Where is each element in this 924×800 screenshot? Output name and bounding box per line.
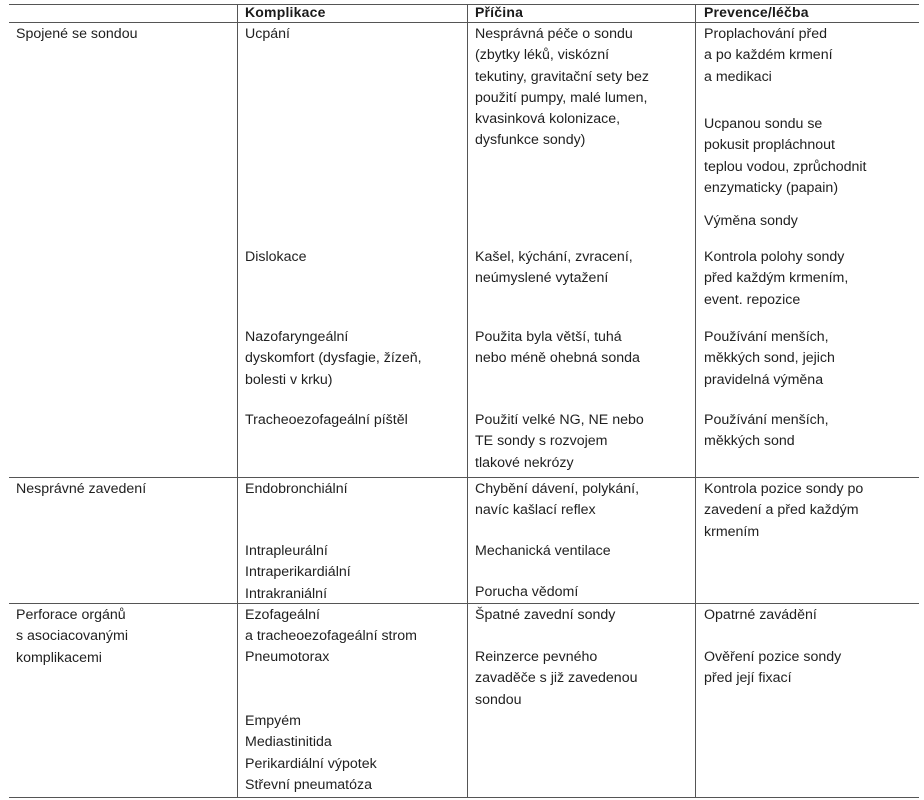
complication-cell: Tracheoezofageální píštěl: [245, 412, 408, 428]
category-cell: Perforace orgánů s asociacovanými komplikacemi: [16, 607, 128, 666]
cause-cell: Nesprávná péče o sondu (zbytky léků, viskózní tekutiny, gravitační sety bez použití pumpy, malé lumen, kvasinková kolonizace, dysfunkce sondy): [475, 26, 650, 149]
complications-table: [9, 4, 919, 798]
group-divider: [9, 477, 919, 478]
category-cell: Spojené se sondou: [16, 26, 138, 42]
prevention-cell: Kontrola polohy sondy před každým krmením, event. repozice: [704, 249, 849, 308]
cause-cell: Porucha vědomí: [475, 584, 579, 600]
complication-cell: Nazofaryngeální dyskomfort (dysfagie, žízeň, bolesti v krku): [245, 329, 422, 388]
complication-cell: Dislokace: [245, 249, 307, 265]
column-divider: [695, 5, 696, 797]
complication-cell: Intrapleurální Intraperikardiální Intrakraniální: [245, 543, 351, 602]
prevention-cell: Používání menších, měkkých sond: [704, 412, 829, 450]
category-cell: Nesprávné zavedení: [16, 481, 147, 497]
cause-cell: Použití velké NG, NE nebo TE sondy s rozvojem tlakové nekrózy: [475, 412, 644, 471]
prevention-cell: Ucpanou sondu se pokusit propláchnout teplou vodou, zprůchodnit enzymaticky (papain): [704, 116, 867, 196]
header-prevence: Prevence/léčba: [704, 4, 809, 20]
cause-cell: Použita byla větší, tuhá nebo méně ohebná sonda: [475, 329, 640, 367]
complication-cell: Pneumotorax: [245, 649, 330, 665]
complication-cell: Endobronchiální: [245, 481, 348, 497]
prevention-cell: Ověření pozice sondy před její fixací: [704, 649, 842, 687]
prevention-cell: Proplachování před a po každém krmení a medikaci: [704, 26, 833, 85]
prevention-cell: Používání menších, měkkých sond, jejich pravidelná výměna: [704, 329, 835, 388]
complication-cell: Ucpání: [245, 26, 290, 42]
prevention-cell: Opatrné zavádění: [704, 607, 817, 623]
complication-cell: Empyém Mediastinitida Perikardiální výpotek Střevní pneumatóza: [245, 713, 377, 793]
header-pricina: Příčina: [475, 4, 524, 20]
table-header: [9, 5, 919, 23]
cause-cell: Reinzerce pevného zavaděče s již zavedenou sondou: [475, 649, 638, 708]
column-divider: [467, 5, 468, 797]
prevention-cell: Kontrola pozice sondy po zavedení a před každým krmením: [704, 481, 864, 540]
cause-cell: Chybění dávení, polykání, navíc kašlací reflex: [475, 481, 640, 519]
cause-cell: Špatné zavední sondy: [475, 607, 616, 623]
prevention-cell: Výměna sondy: [704, 213, 798, 229]
group-divider: [9, 603, 919, 604]
header-komplikace: Komplikace: [245, 4, 326, 20]
column-divider: [237, 5, 238, 797]
complication-cell: Ezofageální a tracheoezofageální strom: [245, 607, 417, 645]
cause-cell: Mechanická ventilace: [475, 543, 611, 559]
cause-cell: Kašel, kýchání, zvracení, neúmyslené vytažení: [475, 249, 633, 287]
